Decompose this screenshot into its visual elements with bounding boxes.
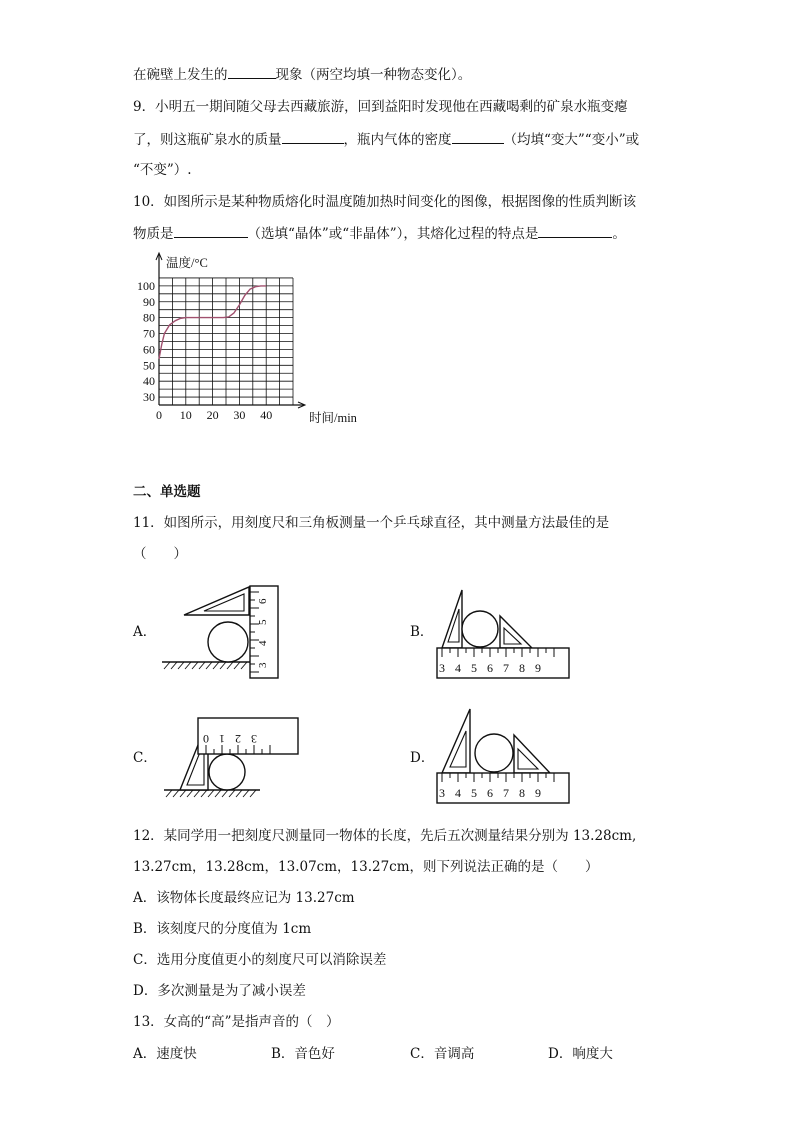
y-tick-label: 40 [143, 374, 155, 389]
q11c-tick-2: 2 [235, 732, 241, 746]
q11a-tick-6: 6 [257, 598, 269, 604]
q11-figure-c [160, 710, 300, 802]
q12-option-c[interactable]: C．选用分度值更小的刻度尺可以消除误差 [133, 952, 387, 968]
q10-blank-feature[interactable] [538, 223, 612, 238]
q11-line2: （ ） [133, 546, 187, 562]
q9-text-b: ，瓶内气体的密度 [343, 132, 452, 148]
q10-line1: 10．如图所示是某种物质熔化时温度随加热时间变化的图像，根据图像的性质判断该 [133, 194, 637, 210]
q11d-tick-9: 9 [535, 786, 541, 800]
q13-option-b[interactable]: B．音色好 [271, 1046, 335, 1062]
q10-line2 [133, 223, 626, 244]
chart-grid [159, 278, 293, 405]
q11-option-a[interactable]: A． [133, 624, 157, 640]
q11b-tick-5: 5 [471, 661, 477, 675]
q11b-tick-9: 9 [535, 661, 541, 675]
q13-option-d[interactable]: D．响度大 [548, 1046, 613, 1062]
q11b-tick-6: 6 [487, 661, 493, 675]
q11-figure-a [158, 582, 298, 682]
q9-blank-mass[interactable] [282, 129, 344, 144]
q11-option-d[interactable]: D． [410, 750, 435, 766]
q12-option-a[interactable]: A．该物体长度最终应记为 13.27cm [133, 890, 355, 906]
q12-line1: 12．某同学用一把刻度尺测量同一物体的长度，先后五次测量结果分别为 13.28cm, [133, 828, 637, 844]
q11d-tick-5: 5 [471, 786, 477, 800]
q11b-tick-4: 4 [455, 661, 461, 675]
chart-x-axis-label: 时间/min [309, 411, 357, 425]
q11d-tick-3: 3 [439, 786, 445, 800]
q11c-tick-0: 0 [203, 732, 209, 746]
chart-axes [156, 253, 305, 408]
q11c-tick-1: 1 [219, 732, 225, 746]
q12-line2: 13.27cm，13.28cm，13.07cm，13.27cm，则下列说法正确的是（ ） [133, 859, 599, 875]
q13-line1: 13．女高的“高”是指声音的（ ） [133, 1014, 340, 1030]
y-tick-label: 100 [137, 278, 155, 293]
y-tick-label: 70 [143, 326, 155, 341]
y-tick-label: 50 [143, 358, 155, 373]
x-tick-label: 20 [206, 408, 219, 422]
q13-option-a[interactable]: A．速度快 [133, 1046, 197, 1062]
q9-text-a: 了，则这瓶矿泉水的质量 [133, 132, 282, 148]
x-tick-label: 30 [233, 408, 246, 422]
q11a-tick-5: 5 [257, 619, 269, 625]
q11d-tick-8: 8 [519, 786, 525, 800]
chart-y-axis-label: 温度/°C [166, 256, 208, 270]
q10-text-c: 。 [612, 226, 626, 242]
q11-figure-b [432, 585, 572, 685]
x-tick-label: 40 [260, 408, 273, 422]
x-tick-label: 0 [156, 408, 162, 422]
q13-option-c[interactable]: C．音调高 [410, 1046, 475, 1062]
q8-tail-before: 在碗壁上发生的 [133, 67, 228, 83]
q8-tail [133, 64, 471, 85]
q12-option-d[interactable]: D．多次测量是为了减小误差 [133, 983, 306, 999]
q10-text-a: 物质是 [133, 226, 174, 242]
q11a-tick-3: 3 [257, 662, 269, 668]
q11d-tick-7: 7 [503, 786, 509, 800]
section-title: 二、单选题 [133, 484, 201, 500]
q9-blank-density[interactable] [452, 129, 504, 144]
q11b-tick-3: 3 [439, 661, 445, 675]
melting-chart [128, 250, 368, 435]
q11-option-c[interactable]: C． [133, 750, 157, 766]
chart-tick-labels [137, 279, 272, 422]
y-tick-label: 90 [143, 294, 155, 309]
q11d-tick-4: 4 [455, 786, 461, 800]
q11-line1: 11．如图所示，用刻度尺和三角板测量一个乒乓球直径，其中测量方法最佳的是 [133, 515, 610, 531]
q11b-tick-7: 7 [503, 661, 509, 675]
q10-text-b: （选填“晶体”或“非晶体”），其熔化过程的特点是 [247, 226, 539, 242]
q8-tail-after: 现象（两空均填一种物态变化）。 [275, 67, 472, 83]
q9-text-c: （均填“变大”“变小”或 [503, 132, 640, 148]
q11a-tick-4: 4 [257, 640, 269, 646]
y-tick-label: 30 [143, 390, 155, 405]
q12-option-b[interactable]: B．该刻度尺的分度值为 1cm [133, 921, 312, 937]
q11c-tick-3: 3 [251, 732, 257, 746]
q11-option-b[interactable]: B． [410, 624, 434, 640]
q11b-tick-8: 8 [519, 661, 525, 675]
y-tick-label: 60 [143, 342, 155, 357]
q9-line1: 9．小明五一期间随父母去西藏旅游，回到益阳时发现他在西藏喝剩的矿泉水瓶变瘪 [133, 99, 628, 115]
q11d-tick-6: 6 [487, 786, 493, 800]
q10-blank-type[interactable] [174, 223, 248, 238]
q9-line3: “不变”）. [133, 162, 192, 178]
y-tick-label: 80 [143, 310, 155, 325]
q9-line2 [133, 129, 639, 150]
x-tick-label: 10 [179, 408, 192, 422]
q8-blank[interactable] [228, 64, 276, 79]
q11-figure-d [432, 705, 572, 809]
